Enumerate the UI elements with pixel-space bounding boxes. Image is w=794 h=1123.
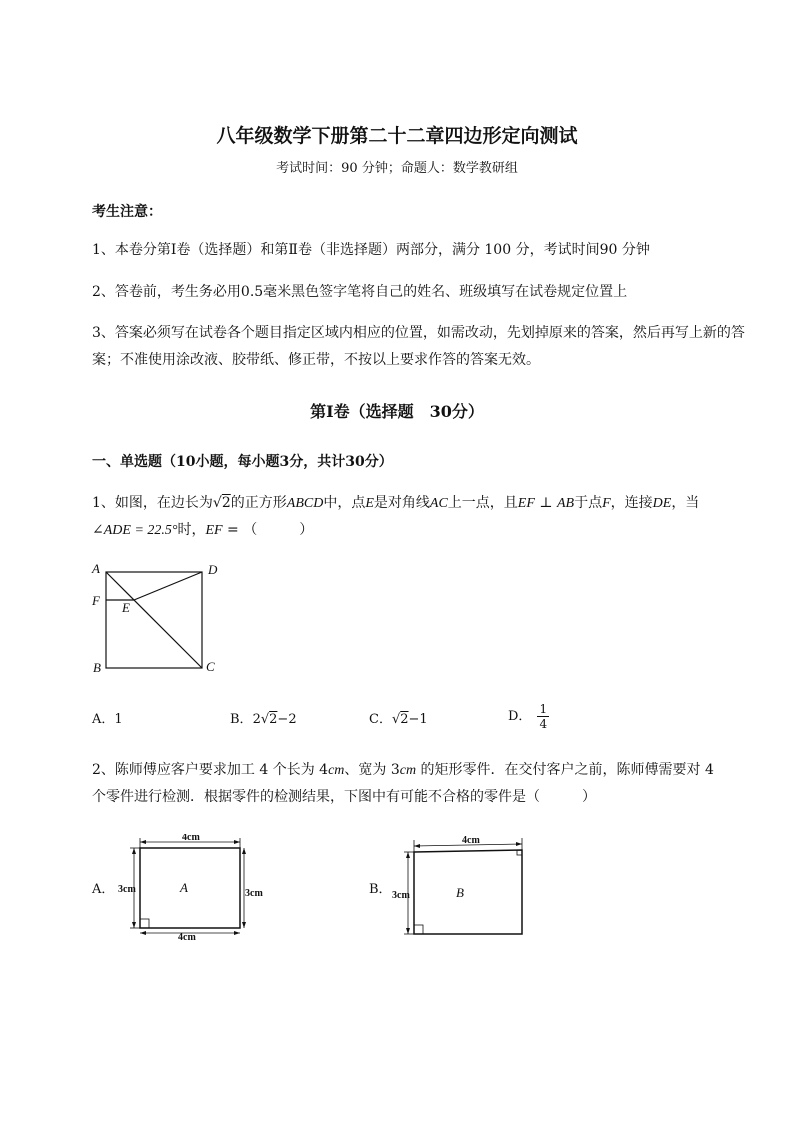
part-b-outline <box>414 850 522 934</box>
label-d: D <box>208 562 218 577</box>
q1-math: DE <box>652 496 672 511</box>
diagonal-ac <box>106 572 202 668</box>
part-a-outline <box>140 848 240 928</box>
q1-text: 是对角线 <box>373 495 430 511</box>
label-e: E <box>122 600 130 615</box>
q2-unit: cm <box>328 763 345 778</box>
dim-left: 3cm <box>118 884 136 895</box>
notice-item-1: 1、本卷分第Ⅰ卷（选择题）和第Ⅱ卷（非选择题）两部分，满分 100 分，考试时间90 分钟 <box>92 242 650 258</box>
option-value: 1 <box>114 712 123 727</box>
dim-right: 3cm <box>245 888 263 899</box>
q2-unit: cm <box>399 763 417 778</box>
option-c[interactable]: C．√2−1 <box>369 712 428 727</box>
page-title: 八年级数学下册第二十二章四边形定向测试 <box>216 125 578 147</box>
option-value: 2 <box>252 712 261 727</box>
q1-math: AB <box>556 496 575 511</box>
segment-de <box>134 572 202 600</box>
option-label: B． <box>230 712 253 727</box>
option-value: 2 <box>400 712 409 727</box>
option-a[interactable] <box>92 708 123 727</box>
q1-text: 的正方形 <box>230 495 287 511</box>
label-c: C <box>206 659 215 674</box>
option-label: A． <box>92 712 115 727</box>
label-b: B <box>93 660 101 675</box>
dim-top: 4cm <box>182 834 200 843</box>
exam-info: 考试时间：90 分钟；命题人：数学教研组 <box>276 161 518 176</box>
q1-text: ，当 <box>671 495 700 511</box>
q2-text: 个零件进行检测．根据零件的检测结果，下图中有可能不合格的零件是（ ） <box>92 789 596 805</box>
part-a-name: A <box>180 880 188 895</box>
q1-text: ，连接 <box>610 495 653 511</box>
q1-text: = （ ） <box>222 522 314 538</box>
rectangle-part-a-figure[interactable] <box>112 834 272 942</box>
label-a: A <box>92 561 100 576</box>
option-label: D． <box>508 709 532 724</box>
part-title: 一、单选题（10小题，每小题3分，共计30分） <box>92 454 393 470</box>
q1-text: 中，点 <box>323 495 366 511</box>
q2-text: 的矩形零件．在交付客户之前，陈师傅需要对 4 <box>416 762 714 778</box>
q1-math: E <box>365 496 374 511</box>
fraction-one-quarter: $\frac{1}{4}$ <box>539 702 548 731</box>
q1-math: EF <box>517 496 535 511</box>
q1-text: 于点 <box>574 495 603 511</box>
q1-text: 上一点，且 <box>447 495 518 511</box>
option-d[interactable] <box>508 702 549 731</box>
notice-item-3: 3、答案必须写在试卷各个题目指定区域内相应的位置，如需改动，先划掉原来的答案，然后再写上新的答案；不准使用涂改液、胶带纸、修正带，不按以上要求作答的答案无效。 <box>92 325 745 368</box>
parallelogram-part-b-figure[interactable] <box>390 834 540 942</box>
q1-angle: ∠ADE = 22.5° <box>92 523 178 538</box>
q1-math: ⊥ <box>534 495 557 511</box>
option-label: C． <box>369 712 392 727</box>
q2-option-b-label[interactable]: B． <box>369 882 392 897</box>
q2-text: 、宽为 3 <box>344 762 400 778</box>
square-abcd-figure <box>86 558 226 678</box>
q2-text: 2、陈师傅应客户要求加工 4 个长为 4 <box>92 762 329 778</box>
dim-top: 4cm <box>462 835 480 846</box>
q1-text: 时， <box>177 522 206 538</box>
q1-text: 1、如图，在边长为 <box>92 495 213 511</box>
q1-math: ABCD <box>286 496 324 511</box>
q1-math: AC <box>429 496 448 511</box>
notice-heading: 考生注意： <box>92 204 162 220</box>
sqrt-2: √2 <box>212 495 231 511</box>
section-title: 第Ⅰ卷（选择题 30分） <box>310 402 484 421</box>
dim-bottom: 4cm <box>178 932 196 942</box>
option-value: −1 <box>408 712 428 727</box>
part-b-name: B <box>456 885 464 900</box>
dim-left: 3cm <box>392 890 410 901</box>
question-2-text <box>92 757 752 810</box>
option-value: 2 <box>269 712 278 727</box>
q1-math: EF <box>205 523 223 538</box>
q2-option-a-label[interactable]: A． <box>92 882 115 897</box>
q1-math: F <box>602 496 611 511</box>
notice-item-2: 2、答卷前，考生务必用0.5毫米黑色签字笔将自己的姓名、班级填写在试卷规定位置上 <box>92 284 628 300</box>
question-1-text <box>92 490 752 544</box>
option-b[interactable]: B．2√2−2 <box>230 712 297 727</box>
option-value: −2 <box>277 712 297 727</box>
label-f: F <box>92 593 100 608</box>
